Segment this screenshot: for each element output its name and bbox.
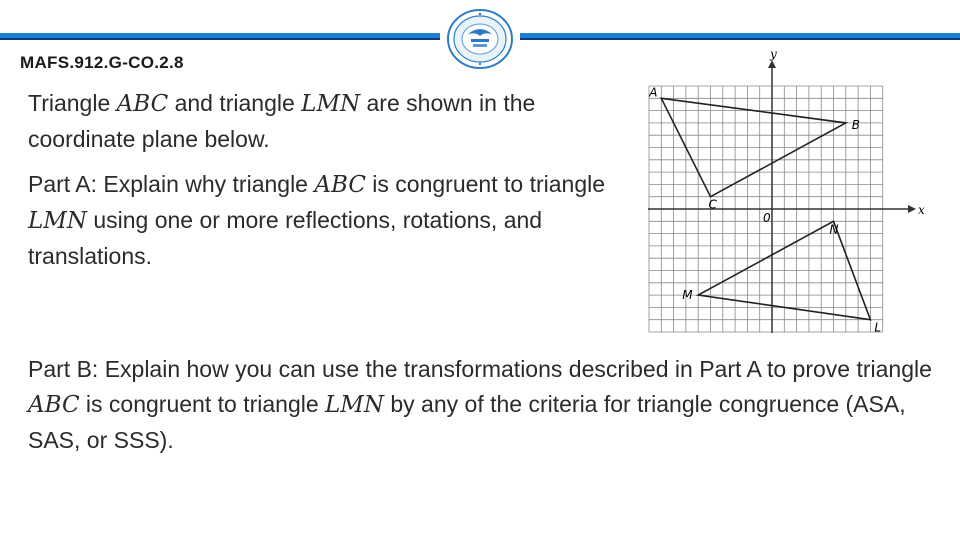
point-c-label: C <box>708 197 717 212</box>
y-axis-arrow-icon <box>768 60 776 68</box>
triangle-abc: ABC <box>314 172 366 198</box>
origin-label: 0 <box>763 211 771 225</box>
triangle-lmn: LMN <box>325 392 384 418</box>
point-b-label: B <box>851 117 861 132</box>
part-b-prompt: Part B: Explain how you can use the transformations described in Part A to prove triangle ABC is congruent to triangle LMN by any of the criteria for triangle congruence (ASA, SAS, or SSS). <box>28 356 932 453</box>
header-bar-left-shadow <box>0 38 440 40</box>
x-axis-arrow-icon <box>908 205 916 213</box>
point-m-label: M <box>682 288 693 303</box>
triangle-abc: ABC <box>116 91 169 117</box>
problem-intro: Triangle ABC and triangle LMN are shown in the coordinate plane below. <box>28 90 536 152</box>
part-a-prompt: Part A: Explain why triangle ABC is congruent to triangle LMN using one or more reflections, rotations, and translations. <box>28 171 606 269</box>
header-bar-right-shadow <box>520 38 960 40</box>
triangle-lmn: LMN <box>28 208 87 234</box>
point-a-label: A <box>649 85 658 100</box>
triangle-abc: ABC <box>28 392 80 418</box>
triangle-lmn: LMN <box>301 91 361 117</box>
point-n-label: N <box>829 222 839 237</box>
coordinate-plane <box>640 46 930 336</box>
point-l-label: L <box>874 320 882 335</box>
y-axis-label: y <box>770 47 777 61</box>
x-axis-label: x <box>918 203 925 217</box>
school-seal-icon <box>446 8 514 70</box>
standard-code: MAFS.912.G-CO.2.8 <box>20 53 184 72</box>
